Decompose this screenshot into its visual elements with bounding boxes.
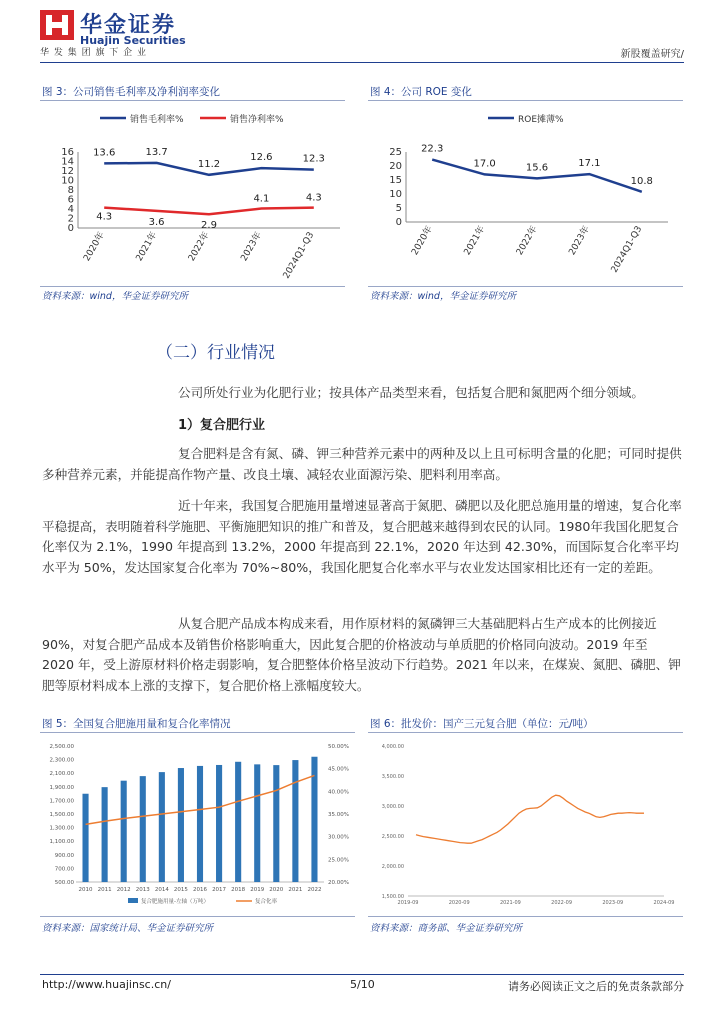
x-tick-label: 2014 bbox=[154, 887, 169, 893]
y-right-tick-label: 40.00% bbox=[328, 789, 349, 796]
y-right-tick-label: 30.00% bbox=[328, 834, 349, 841]
figure5-source: 资料来源：国家统计局、华金证券研究所 bbox=[42, 923, 214, 934]
y-left-tick-label: 500.00 bbox=[54, 880, 74, 886]
data-label: 13.7 bbox=[145, 146, 168, 158]
x-tick-label: 2023-09 bbox=[602, 900, 624, 906]
x-tick-label: 2022 bbox=[307, 887, 322, 893]
logo-en: Huajin Securities bbox=[80, 34, 186, 47]
y-tick-label: 14 bbox=[61, 156, 74, 168]
section-subtitle: 1）复合肥行业 bbox=[178, 418, 266, 433]
y-tick-label: 5 bbox=[395, 203, 402, 214]
data-label: 3.6 bbox=[148, 216, 165, 228]
footer-url[interactable]: http://www.huajinsc.cn/ bbox=[42, 978, 171, 991]
data-label: 15.6 bbox=[525, 162, 549, 174]
legend-label: 销售净利率% bbox=[230, 115, 284, 125]
y-right-tick-label: 35.00% bbox=[328, 812, 349, 818]
y-left-tick-label: 1,700.00 bbox=[49, 798, 74, 805]
x-tick-label: 2011 bbox=[97, 887, 112, 893]
bar bbox=[197, 766, 203, 882]
y-right-tick-label: 20.00% bbox=[328, 880, 349, 886]
y-tick-label: 12 bbox=[61, 166, 74, 177]
x-tick-label: 2016 bbox=[193, 887, 207, 893]
data-label: 11.2 bbox=[197, 158, 221, 170]
legend-label: 销售毛利率% bbox=[130, 115, 184, 125]
y-tick-label: 3,500.00 bbox=[381, 774, 404, 780]
data-label: 4.1 bbox=[253, 193, 270, 205]
data-label: 12.3 bbox=[302, 153, 325, 165]
y-tick-label: 0 bbox=[395, 217, 402, 228]
figure6-caption-rule bbox=[368, 732, 683, 733]
figure6-source-rule bbox=[368, 916, 683, 917]
y-tick-label: 16 bbox=[61, 147, 74, 158]
paragraph-1: 复合肥料是含有氮、磷、钾三种营养元素中的两种及以上且可标明含量的化肥；可同时提供多种营养元素，并能提高作物产量、改良土壤、减轻农业面源污染、肥料利用率高。 bbox=[42, 446, 682, 482]
y-tick-label: 4,000.00 bbox=[381, 744, 404, 750]
y-left-tick-label: 1,900.00 bbox=[49, 784, 74, 791]
x-tick-label: 2012 bbox=[116, 887, 131, 893]
x-tick-label: 2023年 bbox=[567, 224, 592, 258]
x-tick-label: 2020年 bbox=[82, 230, 107, 264]
x-tick-label: 2021 bbox=[288, 887, 303, 893]
figure6-chart bbox=[368, 736, 684, 912]
x-tick-label: 2020年 bbox=[410, 224, 435, 258]
figure4-caption: 图 4：公司 ROE 变化 bbox=[370, 86, 472, 98]
figure4-caption-rule bbox=[368, 100, 683, 101]
y-right-tick-label: 25.00% bbox=[328, 857, 349, 864]
y-tick-label: 3,000.00 bbox=[381, 804, 404, 810]
figure6-caption: 图 6：批发价：国产三元复合肥（单位：元/吨） bbox=[370, 718, 594, 730]
bar bbox=[273, 765, 279, 882]
header bbox=[0, 0, 724, 60]
x-tick-label: 2019-09 bbox=[397, 900, 419, 906]
x-tick-label: 2020 bbox=[269, 887, 284, 893]
data-label: 4.3 bbox=[305, 192, 322, 204]
x-tick-label: 2018 bbox=[231, 887, 246, 893]
x-tick-label: 2024-09 bbox=[653, 900, 675, 906]
bar bbox=[254, 764, 260, 882]
y-left-tick-label: 2,500.00 bbox=[49, 744, 74, 750]
figure3-chart bbox=[40, 106, 350, 282]
legend-label: 复合肥施用量-左轴（万吨） bbox=[141, 899, 209, 905]
footer-disclaimer: 请务必阅读正文之后的免责条款部分 bbox=[508, 980, 684, 993]
figure3-source-rule bbox=[40, 286, 345, 287]
figure3-caption-rule bbox=[40, 100, 345, 101]
y-tick-label: 1,500.00 bbox=[381, 894, 404, 900]
y-left-tick-label: 700.00 bbox=[54, 866, 74, 873]
y-tick-label: 8 bbox=[67, 185, 74, 196]
tagline: 华 发 集 团 旗 下 企 业 bbox=[40, 48, 148, 58]
x-tick-label: 2020-09 bbox=[448, 900, 470, 906]
x-tick-label: 2013 bbox=[135, 887, 150, 893]
y-left-tick-label: 1,100.00 bbox=[49, 839, 74, 846]
data-label: 2.9 bbox=[201, 220, 217, 232]
x-tick-label: 2021年 bbox=[134, 230, 160, 264]
bar bbox=[121, 781, 127, 882]
bar bbox=[235, 762, 241, 882]
y-tick-label: 2 bbox=[67, 213, 74, 225]
legend-label: ROE摊薄% bbox=[518, 115, 564, 125]
figure4-source: 资料来源：wind，华金证券研究所 bbox=[370, 291, 516, 302]
x-tick-label: 2010 bbox=[78, 887, 93, 893]
y-tick-label: 10 bbox=[61, 175, 74, 187]
y-tick-label: 6 bbox=[67, 194, 74, 206]
y-left-tick-label: 900.00 bbox=[54, 852, 74, 859]
bar bbox=[140, 776, 146, 882]
x-tick-label: 2023年 bbox=[239, 230, 264, 264]
x-tick-label: 2024Q1-Q3 bbox=[281, 230, 317, 281]
bar bbox=[159, 772, 165, 882]
data-label: 4.3 bbox=[96, 211, 113, 223]
data-label: 13.6 bbox=[93, 147, 116, 159]
figure5-source-rule bbox=[40, 916, 355, 917]
paragraph-2: 近十年来，我国复合肥施用量增速显著高于氮肥、磷肥以及化肥总施用量的增速，复合化率平稳提高，表明随着科学施肥、平衡施肥知识的推广和普及，复合肥越来越得到农民的认同。1980年我国化肥复合化率仅为 2.1%，1990 年提高到 13.2%，2000 年提高到 22.1%，2020 年达到 42.30%，而国际复合化率平均水平为 50%，发达国家复合化率为 70%~80%，我国化肥复合化率水平与农业发达国家相比还有一定的差距。 bbox=[42, 498, 682, 575]
x-tick-label: 2021-09 bbox=[499, 900, 521, 906]
y-tick-label: 25 bbox=[389, 147, 402, 158]
bar bbox=[102, 787, 108, 882]
paragraph-3: 从复合肥产品成本构成来看，用作原材料的氮磷钾三大基础肥料占生产成本的比例接近90%，对复合肥产品成本及销售价格影响重大，因此复合肥的价格波动与单质肥的价格同向波动。2019 年至 2020 年，受上游原材料价格走弱影响，复合肥整体价格呈波动下行趋势。2021 年以来，在煤炭、氮肥、磷肥、钾肥等原材料成本上涨的支撑下，复合肥价格上涨幅度较大。 bbox=[42, 616, 681, 693]
y-tick-label: 2,000.00 bbox=[381, 864, 404, 870]
data-label: 17.1 bbox=[578, 158, 601, 170]
y-tick-label: 0 bbox=[67, 223, 74, 234]
page-number: 5/10 bbox=[350, 978, 375, 991]
y-tick-label: 15 bbox=[389, 175, 402, 186]
y-right-tick-label: 45.00% bbox=[328, 766, 349, 773]
section-intro: 公司所处行业为化肥行业；按具体产品类型来看，包括复合肥和氮肥两个细分领域。 bbox=[178, 385, 644, 400]
x-tick-label: 2022-09 bbox=[551, 900, 573, 906]
x-tick-label: 2024Q1-Q3 bbox=[609, 224, 645, 275]
figure3-source: 资料来源：wind，华金证券研究所 bbox=[42, 291, 188, 302]
y-left-tick-label: 1,300.00 bbox=[49, 825, 74, 832]
x-tick-label: 2021年 bbox=[462, 224, 488, 258]
figure4-source-rule bbox=[368, 286, 683, 287]
bar bbox=[216, 765, 222, 882]
x-tick-label: 2019 bbox=[250, 887, 265, 893]
figure5-caption: 图 5：全国复合肥施用量和复合化率情况 bbox=[42, 718, 231, 730]
y-right-tick-label: 50.00% bbox=[328, 744, 349, 750]
y-tick-label: 20 bbox=[389, 161, 402, 172]
y-tick-label: 2,500.00 bbox=[381, 834, 404, 840]
figure5-chart bbox=[40, 736, 358, 912]
y-tick-label: 10 bbox=[389, 189, 402, 200]
report-type: 新股覆盖研究/ bbox=[620, 49, 684, 60]
x-tick-label: 2015 bbox=[173, 887, 188, 893]
series-line bbox=[416, 795, 644, 843]
logo-cn: 华金证券 bbox=[80, 13, 177, 38]
company-logo-icon bbox=[40, 10, 74, 40]
x-tick-label: 2022年 bbox=[186, 230, 212, 264]
bar bbox=[82, 794, 88, 882]
y-left-tick-label: 2,300.00 bbox=[49, 757, 74, 764]
data-label: 12.6 bbox=[250, 152, 273, 164]
data-label: 17.0 bbox=[473, 158, 496, 170]
figure3-caption: 图 3：公司销售毛利率及净利润率变化 bbox=[42, 86, 221, 98]
series-line bbox=[104, 208, 314, 215]
footer-divider bbox=[40, 974, 684, 975]
legend-label: 复合化率 bbox=[255, 899, 278, 905]
x-tick-label: 2017 bbox=[212, 887, 227, 893]
y-left-tick-label: 1,500.00 bbox=[49, 812, 74, 818]
figure4-chart bbox=[368, 106, 684, 282]
section-title: （二）行业情况 bbox=[156, 343, 275, 363]
bar bbox=[292, 760, 298, 882]
header-divider bbox=[40, 62, 684, 63]
legend-swatch bbox=[128, 898, 138, 903]
figure6-source: 资料来源：商务部、华金证券研究所 bbox=[370, 923, 523, 934]
data-label: 10.8 bbox=[630, 175, 653, 187]
x-tick-label: 2022年 bbox=[514, 224, 540, 258]
data-label: 22.3 bbox=[421, 143, 444, 155]
figure5-caption-rule bbox=[40, 732, 355, 733]
y-left-tick-label: 2,100.00 bbox=[49, 771, 74, 778]
y-tick-label: 4 bbox=[67, 204, 74, 215]
bar bbox=[178, 768, 184, 882]
